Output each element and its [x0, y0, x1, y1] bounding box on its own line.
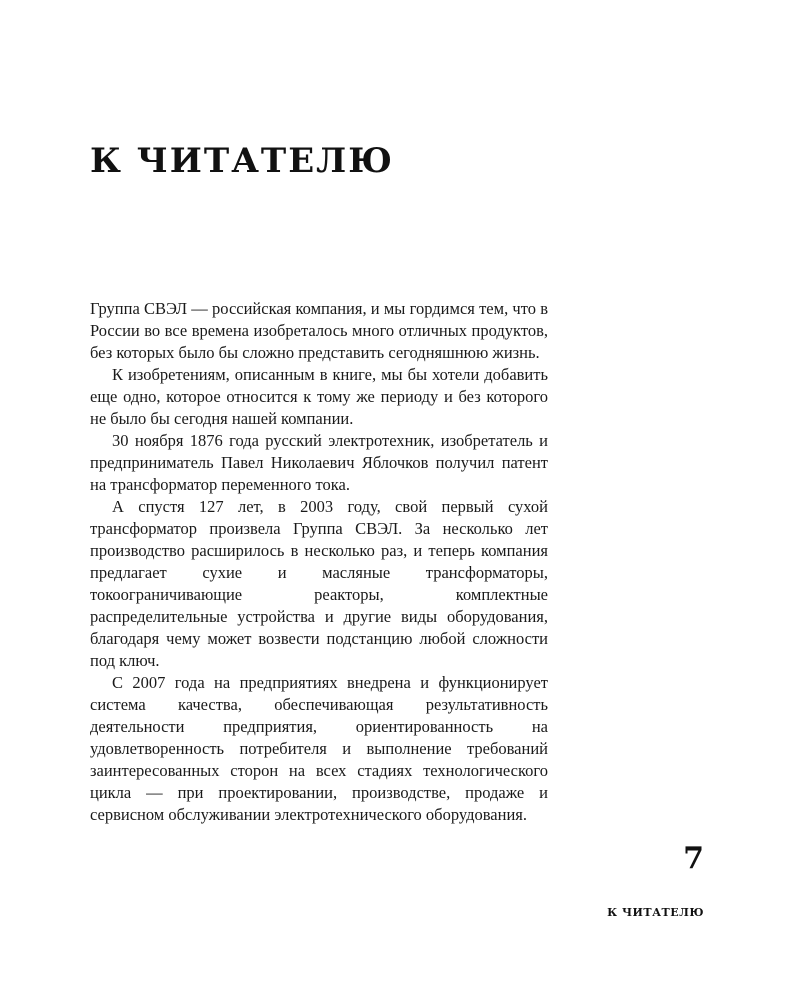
paragraph-2: К изобретениям, описанным в книге, мы бы хотели добавить еще одно, которое относится к тому же периоду и без которого не было бы сегодня нашей компании.	[90, 365, 548, 428]
chapter-title: К ЧИТАТЕЛЮ	[90, 141, 394, 181]
running-footer: К ЧИТАТЕЛЮ	[607, 906, 704, 919]
page-number: 7	[683, 841, 704, 876]
paragraph-5: С 2007 года на предприятиях внедрена и функционирует система качества, обеспечивающая результативность деятельности предприятия, ориентированность на удовлетворенность потребителя и выполнение требований заинтересованных сторон на всех стадиях технологического цикла — при проектировании, производстве, продаже и сервисном обслуживании электротехнического оборудования.	[90, 673, 548, 824]
paragraph-3: 30 ноября 1876 года русский электротехник, изобретатель и предприниматель Павел Николаевич Яблочков получил патент на трансформатор переменного тока.	[90, 431, 548, 494]
paragraph-1: Группа СВЭЛ — российская компания, и мы гордимся тем, что в России во все времена изобреталось много отличных продуктов, без которых было бы сложно представить сегодняшнюю жизнь.	[90, 299, 548, 362]
body-text	[90, 298, 548, 826]
paragraph-4: А спустя 127 лет, в 2003 году, свой первый сухой трансформатор произвела Группа СВЭЛ. За несколько лет производство расширилось в несколько раз, и теперь компания предлагает сухие и масляные трансформаторы, токоограничивающие реакторы, комплектные распределительные устройства и другие виды оборудования, благодаря чему может возвести подстанцию любой сложности под ключ.	[90, 497, 548, 670]
